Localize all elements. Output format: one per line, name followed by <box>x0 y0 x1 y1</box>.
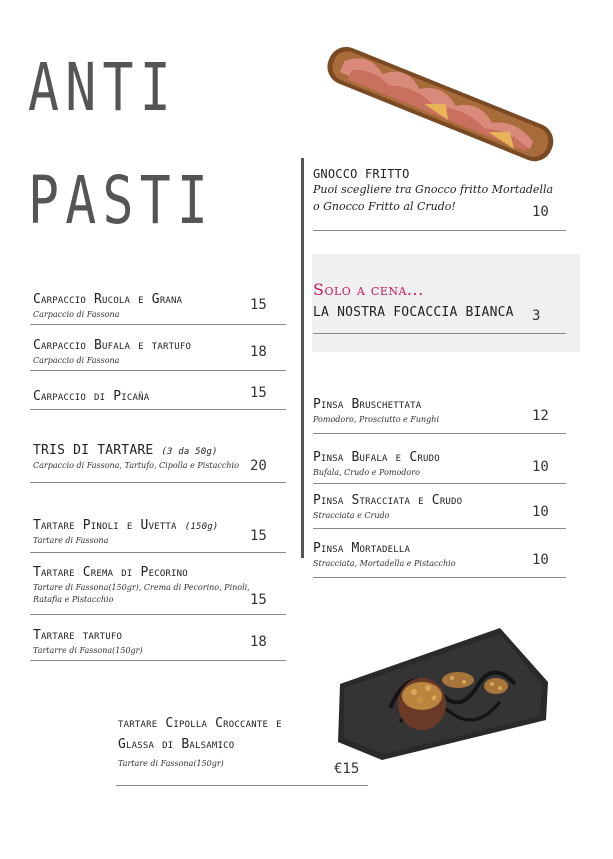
menu-item-gnocco-fritto <box>313 167 553 215</box>
menu-item-carpaccio-picana <box>33 389 149 404</box>
menu-item-pinsa-bufala <box>313 450 440 479</box>
menu-item-pinsa-stracciata <box>313 493 462 522</box>
item-name: TRIS DI TARTARE <box>33 443 154 458</box>
item-price: 10 <box>532 204 549 220</box>
divider <box>30 614 286 615</box>
page-title-line1: ANTI <box>28 49 177 126</box>
item-name: Pinsa Bruschettata <box>313 397 422 412</box>
item-desc: Carpaccio di Fassona, Tartufo, Cipolla e Pistacchio <box>33 461 239 470</box>
item-name: Pinsa Bufala e Crudo <box>313 450 440 465</box>
item-price: 12 <box>532 408 549 424</box>
special-item-name: LA NOSTRA FOCACCIA BIANCA <box>313 305 514 320</box>
featured-item <box>118 716 282 770</box>
item-name: Carpaccio Rucola e Grana <box>33 292 183 307</box>
divider <box>116 785 368 786</box>
menu-item-carpaccio-bufala <box>33 338 191 367</box>
item-desc: Tartare di Fassona <box>33 536 109 545</box>
item-desc-line1: Puoi scegliere tra Gnocco fritto Mortadella <box>313 183 554 196</box>
menu-item-tartare-pecorino <box>33 565 265 606</box>
featured-desc: Tartare di Fassona(150gr) <box>118 759 224 768</box>
featured-name-line2: Glassa di Balsamico <box>118 737 235 752</box>
menu-item-tris-tartare <box>33 443 239 472</box>
divider <box>30 482 286 483</box>
item-price: 10 <box>532 552 549 568</box>
item-name: Tartare Pinoli e Uvetta <box>33 518 177 533</box>
divider <box>313 333 566 334</box>
item-price: 15 <box>250 385 267 401</box>
divider <box>30 370 286 371</box>
featured-name-line1: tartare Cipolla Croccante e <box>118 716 282 731</box>
item-desc: Carpaccio di Fassona <box>33 310 120 319</box>
item-price: 20 <box>250 458 267 474</box>
special-item-price: 3 <box>532 308 541 324</box>
item-desc: Carpaccio di Fassona <box>33 356 120 365</box>
divider <box>30 660 286 661</box>
divider <box>30 324 286 325</box>
menu-item-tartare-tartufo <box>33 628 143 657</box>
special-title: Solo a cena... <box>313 280 424 299</box>
menu-item-carpaccio-rucola <box>33 292 182 321</box>
item-price: 10 <box>532 459 549 475</box>
item-name-note: (150g) <box>184 522 219 532</box>
item-name: Carpaccio di Picaña <box>33 389 150 404</box>
item-name: Carpaccio Bufala e tartufo <box>33 338 192 353</box>
item-price: 18 <box>250 634 267 650</box>
item-name: Tartare Crema di Pecorino <box>33 565 188 580</box>
item-name: Pinsa Mortadella <box>313 541 411 556</box>
prosciutto-board-photo <box>315 40 565 170</box>
menu-item-pinsa-mortadella <box>313 541 456 570</box>
featured-price: €15 <box>334 761 360 777</box>
divider <box>313 483 566 484</box>
menu-item-tartare-pinoli <box>33 518 218 547</box>
divider <box>313 230 566 231</box>
item-desc: Stracciata e Crudo <box>313 511 390 520</box>
item-desc: Bufala, Crudo e Pomodoro <box>313 468 420 477</box>
divider <box>313 528 566 529</box>
item-price: 15 <box>250 528 267 544</box>
item-name-note: (3 da 50g) <box>161 447 218 457</box>
item-price: 15 <box>250 592 267 608</box>
item-name: Pinsa Stracciata e Crudo <box>313 493 463 508</box>
divider <box>313 577 566 578</box>
tartare-slate-photo <box>330 622 560 762</box>
item-desc: Tartare di Fassona(150gr), Crema di Pecorino, Pinoli, Ratafia e Pistacchio <box>33 583 250 604</box>
divider <box>30 409 286 410</box>
item-desc: Stracciata, Mortadella e Pistacchio <box>313 559 456 568</box>
item-desc: Tartarre di Fassona(150gr) <box>33 646 143 655</box>
column-separator <box>301 158 304 558</box>
item-price: 15 <box>250 297 267 313</box>
item-name: GNOCCO FRITTO <box>313 167 410 181</box>
menu-item-pinsa-bruschettata <box>313 397 439 426</box>
item-desc: Pomodoro, Prosciutto e Funghi <box>313 415 440 424</box>
item-desc-line2: o Gnocco Fritto al Crudo! <box>313 200 456 213</box>
divider <box>313 433 566 434</box>
special-section-box <box>312 254 580 352</box>
page-title-line2: PASTI <box>28 162 215 239</box>
item-price: 18 <box>250 344 267 360</box>
divider <box>30 552 286 553</box>
item-price: 10 <box>532 504 549 520</box>
item-name: Tartare tartufo <box>33 628 123 643</box>
